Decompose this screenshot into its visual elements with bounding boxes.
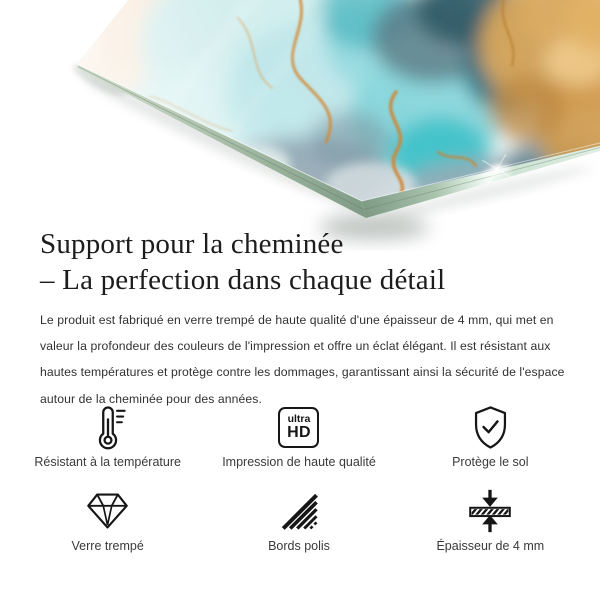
page-title — [40, 226, 570, 298]
feature-label: Impression de haute qualité — [222, 455, 376, 469]
thermometer-icon — [89, 402, 127, 452]
feature-tempered-glass — [12, 486, 203, 553]
ultra-hd-icon-text-bottom: HD — [287, 423, 311, 441]
feature-label: Épaisseur de 4 mm — [436, 539, 545, 553]
product-description: Le produit est fabriqué en verre trempé de haute qualité d'une épaisseur de 4 mm, qui met en valeur la profondeur des couleurs de l'impression et offre un éclat élégant. Il est résistant aux hautes températures et protège contre les dommages, garantissant ainsi la sécurité de l'espace autour de la cheminée pour des années. — [40, 313, 565, 406]
ultra-hd-icon — [278, 402, 319, 452]
page-title-line2: – La perfection dans chaque détail — [40, 264, 446, 296]
thickness-icon — [467, 486, 513, 536]
feature-polished-edges — [203, 486, 394, 553]
page-title-line1: Support pour la cheminée — [40, 228, 344, 260]
shield-check-icon — [470, 402, 511, 452]
diamond-icon — [85, 486, 130, 536]
feature-label: Résistant à la température — [34, 455, 181, 469]
feature-print-quality — [203, 402, 394, 469]
features-grid — [12, 402, 586, 553]
ultra-hd-icon-text-top: ultra — [287, 412, 311, 425]
feature-temperature-resistant — [12, 402, 203, 469]
feature-label: Verre trempé — [71, 539, 144, 553]
feature-thickness — [395, 486, 586, 553]
feature-label: Protège le sol — [452, 455, 529, 469]
feature-floor-protection — [395, 402, 586, 469]
feature-label: Bords polis — [268, 539, 330, 553]
polished-edges-icon — [278, 486, 320, 536]
glass-panel-image — [0, 0, 600, 252]
